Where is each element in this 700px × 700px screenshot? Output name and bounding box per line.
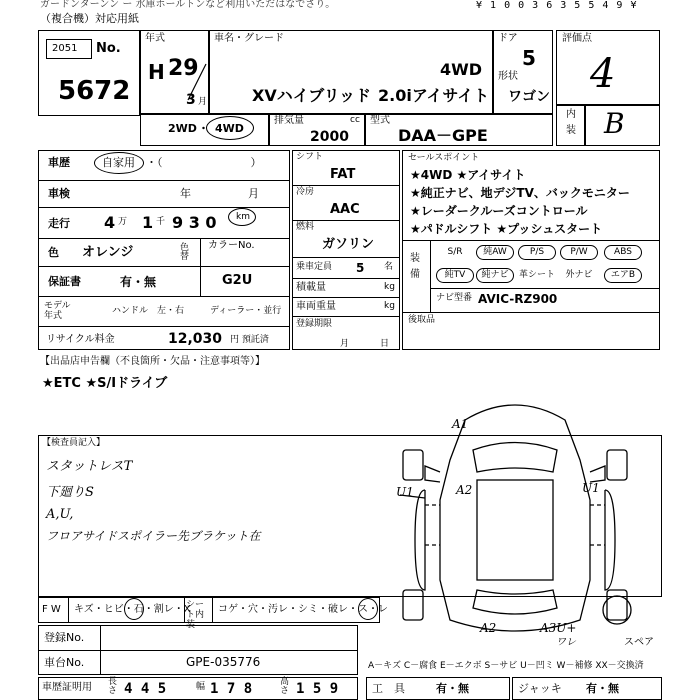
cert-width-value: 1 7 8 [210, 681, 253, 697]
equip-ps: P/S [518, 245, 556, 260]
equip-tv: 純TV [436, 268, 474, 283]
navi-model-value: AVIC-RZ900 [478, 292, 558, 306]
model-drive: 4WD [440, 60, 483, 79]
tools-label: 工 具 [372, 682, 405, 695]
car-damage-diagram [395, 380, 635, 650]
sales-point-3: ★レーダークルーズコントロール [410, 204, 588, 218]
fw-circle-2 [358, 598, 378, 620]
registration-day-unit: 日 [380, 339, 390, 349]
inspector-note-3: A,U, [46, 507, 74, 522]
shift-value: FAT [330, 167, 356, 182]
recycle-label: リサイクル料金 [46, 334, 115, 345]
model-label: 車名・グレード [214, 33, 284, 44]
jack-value: 有・無 [586, 682, 619, 695]
body-type-value: ワゴン [508, 89, 550, 105]
equip-abs: ABS [604, 245, 642, 260]
color-no-label: カラーNo. [208, 240, 255, 251]
equip-navi: 純ナビ [476, 268, 514, 283]
fuel-label: 燃料 [296, 222, 315, 232]
diagram-a2-bottom: A2 [480, 621, 497, 635]
history-label: 車歴 [48, 156, 70, 169]
history-circle [94, 152, 144, 174]
sales-point-2: ★純正ナビ、地デジTV、バックモニター [410, 186, 630, 200]
history-value: 自家用 [102, 156, 135, 169]
mileage-label: 走行 [48, 217, 70, 230]
sales-point-4: ★パドルシフト ★プッシュスタート [410, 222, 603, 236]
cert-height-label: 高さ [280, 677, 290, 696]
year-label: 年式 [145, 33, 165, 44]
weight-label: 車両重量 [296, 301, 336, 312]
aircon-value: AAC [330, 202, 360, 217]
capacity-label: 乗車定員 [296, 262, 333, 272]
engine-value: 2000 [310, 129, 349, 145]
fw-value: キズ・ヒビ・石・割レ・X [74, 604, 191, 615]
load-unit: kg [384, 282, 395, 292]
fw-circle-1 [124, 598, 144, 620]
load-label: 積載量 [296, 282, 326, 293]
equip-label-2: 備 [410, 269, 420, 280]
after-fitting-label: 後取品 [408, 315, 436, 325]
navi-model-label: ナビ型番 [436, 293, 473, 303]
drive-opt1: 2WD [168, 122, 197, 135]
history-rest: ・（ ） [146, 156, 262, 169]
header-line1: ガードンターンン ー 水庫ホールトンなど利用いただはなでさり。 [40, 0, 336, 10]
serial-number: ¥ 1 0 0 3 6 3 5 5 4 9 ¥ [476, 0, 638, 11]
aircon-label: 冷房 [296, 187, 315, 197]
diagram-spare: スペア [624, 637, 654, 648]
engine-unit: cc [350, 115, 360, 125]
chassis-type-label: 型式 [370, 115, 390, 126]
diagram-wa: ワレ [556, 637, 576, 648]
cert-len-value: 4 4 5 [124, 681, 167, 697]
inspection-year-unit: 年 [180, 187, 191, 200]
fuel-value: ガソリン [322, 237, 375, 252]
cert-label: 車歴証明用 [42, 682, 92, 693]
warranty-label: 保証書 [48, 275, 81, 288]
mileage-rest: 9 3 0 [172, 213, 217, 232]
defects-label: 【出品店申告欄（不良箇所・欠品・注意事項等）】 [40, 356, 265, 367]
mileage-man-unit: 万 [118, 217, 128, 227]
color-no-value: G2U [222, 273, 253, 288]
shift-label: シフト [296, 152, 324, 162]
engine-label: 排気量 [274, 115, 304, 126]
equip-ext-navi: 外ナビ [565, 270, 593, 280]
door-value: 5 [522, 46, 536, 70]
mileage-sen-unit: 千 [156, 217, 166, 227]
equip-sr: S/R [447, 247, 463, 257]
mileage-km-circle [228, 208, 256, 226]
rating-score: 4 [590, 51, 616, 97]
equip-leather: 革シート [519, 270, 556, 280]
inspector-note-2: 下廻りS [46, 485, 94, 500]
warranty-value: 有・無 [120, 275, 157, 289]
drive-opt2: 4WD [215, 122, 244, 135]
year-month-unit: 月 [198, 97, 208, 107]
cert-len-label: 長さ [108, 677, 118, 696]
model-grade: 2.0iアイサイト [378, 86, 490, 105]
fw-label: F W [42, 604, 61, 615]
jack-label: ジャッキ [518, 682, 562, 695]
equip-alloy: 純AW [476, 245, 514, 260]
mileage-sen: 1 [142, 213, 154, 232]
dealer-label: ディーラー・並行 [210, 306, 282, 316]
equip-airbag: エアB [604, 268, 642, 283]
lot-seal-text: 2051 [52, 43, 78, 54]
door-label: ドア [498, 33, 518, 44]
diagram-a2: A2 [456, 483, 473, 497]
cert-height-value: 1 5 9 [296, 681, 339, 697]
legend: A－キズ C－腐食 E－エクボ S－サビ U－凹ミ W－補修 XX－交換済 [368, 661, 644, 671]
diagram-u1-right: U1 [582, 481, 600, 495]
lot-no-label: No. [96, 41, 121, 56]
mileage-km-unit: km [236, 212, 250, 222]
mileage-man: 4 [104, 213, 116, 232]
chassis-type-value: DAA－GPE [398, 126, 488, 145]
reg-no-label: 登録No. [44, 631, 85, 644]
interior-label-1: 内 [566, 109, 576, 120]
rating-label: 評価点 [562, 33, 592, 44]
model-name: XVハイブリッド [252, 86, 371, 105]
interior-label-2: 装 [566, 125, 576, 136]
recycle-value: 12,030 [168, 331, 223, 347]
tools-value: 有・無 [436, 682, 469, 695]
weight-unit: kg [384, 301, 395, 311]
equip-pw: P/W [560, 245, 598, 260]
sheet-value: コゲ・穴・汚レ・シミ・破レ・ス・レ [218, 604, 388, 615]
inspection-month-unit: 月 [248, 187, 259, 200]
drive-opt2-circle [206, 116, 254, 140]
chassis-no-label: 車台No. [44, 656, 85, 669]
lot-number: 5672 [58, 76, 131, 106]
model-year-label: モデル年式 [44, 301, 71, 321]
defects-line-1: ★ETC ★S/Iドライブ [42, 376, 168, 391]
year-month: 3 [186, 92, 196, 108]
color-value: オレンジ [82, 245, 134, 260]
sheet-label: シート内装 [186, 600, 205, 630]
drive-sep: ・ [198, 122, 209, 135]
diagram-a1: A1 [452, 417, 469, 431]
cert-width-label: 幅 [196, 682, 206, 692]
capacity-unit: 名 [384, 262, 394, 272]
diagram-u1-left: U1 [396, 485, 414, 499]
registration-month-unit: 月 [340, 339, 350, 349]
handle-value: ハンドル 左・右 [112, 306, 185, 316]
body-type-label: 形状 [498, 71, 518, 82]
header-line2: （複合機）対応用紙 [40, 12, 139, 25]
inspector-note-4: フロアサイドスポイラー先ブラケット在 [46, 529, 261, 543]
sales-point-1: ★4WD ★アイサイト [410, 168, 526, 182]
color-label: 色 [48, 246, 59, 259]
interior-score: B [604, 107, 625, 140]
capacity-value: 5 [356, 261, 365, 275]
year-era: H [148, 60, 165, 84]
chassis-no-value: GPE-035776 [186, 655, 261, 669]
equip-label-1: 装 [410, 253, 420, 264]
inspector-note-1: スタットレスT [46, 459, 133, 474]
recycle-unit: 円 預託済 [230, 335, 269, 345]
year-value: 29 [168, 56, 199, 81]
diagram-a3: A3U+ [540, 621, 577, 635]
sales-points-label: セールスポイント [408, 153, 480, 163]
registration-label: 登録期限 [296, 319, 333, 329]
inspector-label: 【検査員記入】 [42, 438, 106, 448]
color-change-label: 色替 [178, 242, 188, 260]
inspection-label: 車検 [48, 187, 70, 200]
